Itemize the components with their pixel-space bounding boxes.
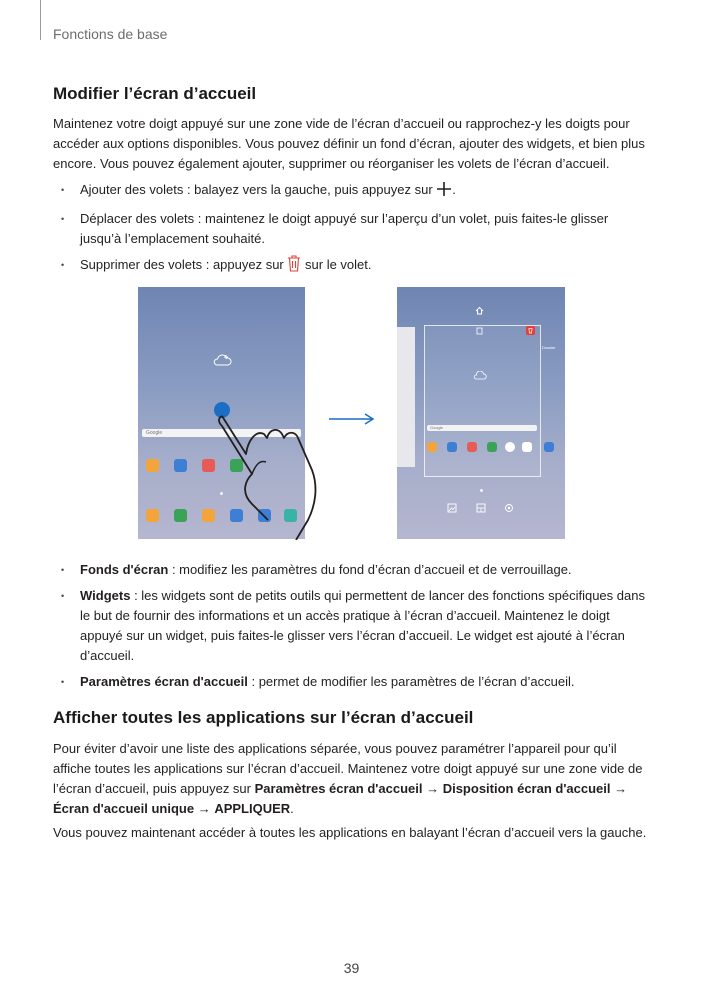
next-panel-app [544,442,554,452]
dock-icon-files[interactable] [146,509,159,522]
header-margin-rule [40,0,41,40]
home-settings-option-icon[interactable] [504,503,514,513]
option-wallpapers: • Fonds d'écran : modifiez les paramètres du fond d’écran d’accueil et de verrouillage. [53,560,653,580]
section-title-afficher: Afficher toutes les applications sur l’écran d’accueil [53,708,474,727]
paragraph-single-home: Pour éviter d’avoir une liste des applications séparée, vous pouvez paramétrer l’appareil pour qu’il affiche toutes les applications sur l’écran d’accueil. Maintenez votre doigt appuyé sur une zone vide de l’écran d’accueil, puis appuyez sur Paramètres écran d'accueil → Disposition écran d'accueil → Écran d'accueil unique → APPLIQUER. [53,741,643,816]
google-search-bar[interactable]: Google [142,429,301,437]
current-panel-preview[interactable] [424,325,541,477]
preview-app-play [505,442,515,452]
tablet-edit-mode [397,287,565,539]
plus-icon [436,181,452,203]
intro-paragraph: Maintenez votre doigt appuyé sur une zone vide de l’écran d’accueil ou rapprochez-y les doigts pour accéder aux options disponibles. Vous pouvez définir un fond d’écran, ajouter des widgets, et bien plus encore. Vous pouvez également ajouter, supprimer ou réorganiser les volets de l’écran d’accueil. [53,116,645,171]
delete-panel-trash-icon[interactable] [526,326,535,335]
home-icon[interactable] [475,306,484,315]
options-list [53,560,653,698]
page-indicator-dot-right [480,489,483,492]
app-icon-camera[interactable] [174,459,187,472]
paragraph-swipe: Vous pouvez maintenant accéder à toutes les applications en balayant l’écran d’accueil vers la gauche. [53,825,647,840]
previous-panel-preview[interactable] [397,327,415,467]
bullet-move-panel: • Déplacer des volets : maintenez le doigt appuyé sur l’aperçu d’un volet, puis faites-le glisser jusqu’à l’emplacement souhaité. [53,209,653,249]
folder-label: Dossier [542,345,556,350]
arrow-right-icon [327,412,377,426]
bullet-add-panel: • Ajouter des volets : balayez vers la gauche, puis appuyez sur . [53,180,653,203]
preview-app-gallery [427,442,437,452]
dock-icon-phone[interactable] [174,509,187,522]
section-title-modifier: Modifier l’écran d’accueil [53,84,257,103]
option-home-settings: • Paramètres écran d'accueil : permet de modifier les paramètres de l’écran d’accueil. [53,672,653,692]
panel-bullets [53,180,653,284]
bullet-delete-panel: • Supprimer des volets : appuyez sur sur le volet. [53,255,653,278]
page-number: 39 [343,960,360,976]
widgets-option-icon[interactable] [476,503,486,513]
header-section-label: Fonctions de base [53,26,168,42]
trash-icon [287,255,301,278]
weather-widget-small-icon [473,371,487,381]
preview-app-settings [522,442,532,452]
preview-app-email [467,442,477,452]
weather-widget-icon [212,353,232,367]
option-widgets: • Widgets : les widgets sont de petits outils qui permettent de lancer des fonctions spécifiques dans le but de fournir des informations et un accès pratique à l’écran d’accueil. Maintenez le doigt appuyé sur un widget, puis faites-le glisser vers l’écran d’accueil. Le widget est ajouté à l’écran d’accueil. [53,586,653,666]
touch-hand-icon [212,400,330,540]
google-search-bar-preview[interactable]: Google [427,425,537,431]
panel-top-icon [476,327,483,335]
app-icon-gallery[interactable] [146,459,159,472]
wallpaper-option-icon[interactable] [447,503,457,513]
preview-app-camera [447,442,457,452]
preview-app-store [487,442,497,452]
